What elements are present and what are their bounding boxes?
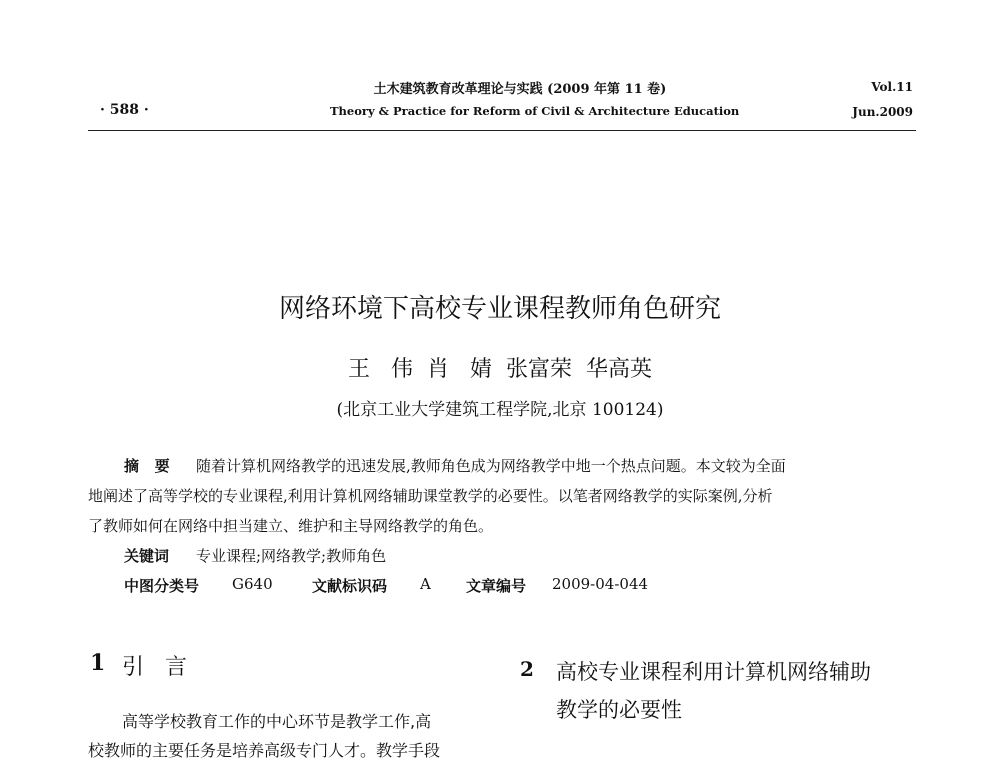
- section-1-paragraph-line-2: 校教师的主要任务是培养高级专门人才。教学手段: [88, 741, 441, 760]
- abstract-line-3: 了教师如何在网络中担当建立、维护和主导网络教学的角色。: [88, 517, 494, 535]
- abstract-line-2: 地阐述了高等学校的专业课程,利用计算机网络辅助课堂教学的必要性。以笔者网络教学的实际案例,分析: [88, 487, 773, 505]
- clc-value: G640: [232, 575, 273, 593]
- document-code-value: A: [420, 575, 431, 593]
- document-code-label: 文献标识码: [312, 577, 388, 595]
- keywords-label: 关键词: [124, 547, 170, 565]
- section-1-title: 引 言: [122, 655, 187, 680]
- article-id-label: 文章编号: [466, 577, 527, 595]
- section-1-paragraph-line-1: 高等学校教育工作的中心环节是教学工作,高: [122, 712, 432, 731]
- article-id-value: 2009-04-044: [552, 575, 649, 593]
- article-affiliation: (北京工业大学建筑工程学院,北京 100124): [336, 400, 664, 420]
- section-2-title-line-2: 教学的必要性: [556, 698, 682, 722]
- journal-date: Jun.2009: [852, 105, 913, 119]
- abstract-label: 摘 要: [124, 457, 170, 475]
- page-number: · 588 ·: [100, 102, 149, 118]
- keywords-value: 专业课程;网络教学;教师角色: [196, 547, 387, 565]
- abstract-line-1: 随着计算机网络教学的迅速发展,教师角色成为网络教学中地一个热点问题。本文较为全面: [196, 457, 786, 475]
- journal-volume: Vol.11: [871, 80, 913, 94]
- section-2-number: 2: [520, 657, 534, 681]
- journal-title-cn: 土木建筑教育改革理论与实践 (2009 年第 11 卷): [373, 82, 667, 97]
- section-1-number: 1: [90, 650, 106, 676]
- section-2-title-line-1: 高校专业课程利用计算机网络辅助: [556, 660, 871, 684]
- header-rule: [88, 130, 916, 131]
- article-title: 网络环境下高校专业课程教师角色研究: [278, 294, 721, 324]
- article-authors: 王 伟 肖 婧 张富荣 华高英: [348, 357, 652, 382]
- clc-label: 中图分类号: [124, 577, 200, 595]
- journal-title-en: Theory & Practice for Reform of Civil & Architecture Education: [330, 104, 740, 118]
